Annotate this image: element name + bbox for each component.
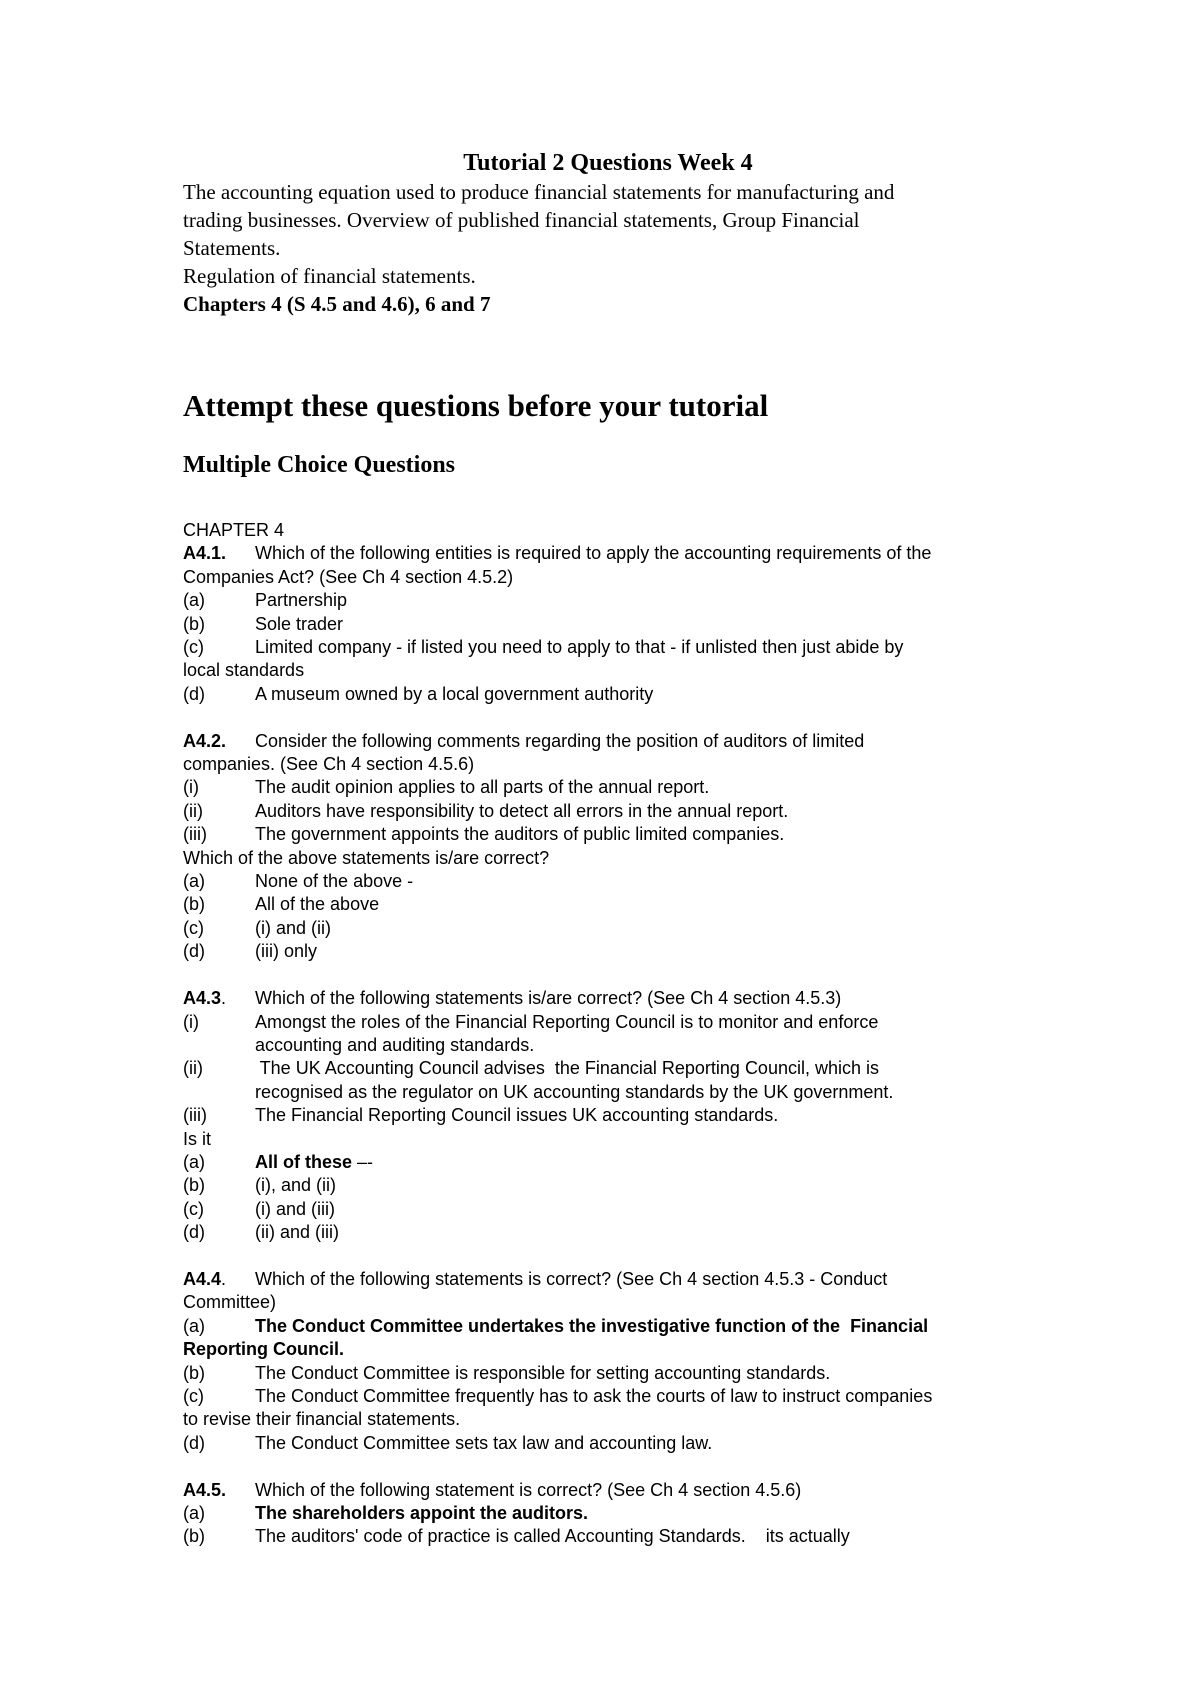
option-a (183, 589, 1043, 612)
questions-content (183, 519, 1043, 1549)
option-a (183, 1315, 1043, 1338)
option-text: (i), and (ii) (255, 1175, 337, 1196)
mcq-heading: Multiple Choice Questions (183, 452, 456, 478)
question-number: A4.4. (183, 1268, 227, 1289)
statement-marker: (i) (183, 777, 199, 798)
question-text: Committee) (183, 1292, 277, 1313)
option-a (183, 870, 1043, 893)
question-text: companies. (See Ch 4 section 4.5.6) (183, 754, 475, 775)
option-a (183, 1151, 1043, 1174)
question-text: Consider the following comments regarding the position of auditors of limited (255, 730, 865, 751)
statement-text: The UK Accounting Council advises the Financial Reporting Council, which is (255, 1058, 879, 1079)
option-b (183, 1525, 1043, 1548)
option-b (183, 893, 1043, 916)
option-d (183, 1432, 1043, 1455)
option-text: Sole trader (255, 613, 344, 634)
subtitle-line: The accounting equation used to produce financial statements for manufacturing and (183, 180, 895, 204)
option-text: Partnership (255, 590, 348, 611)
question-number: A4.5. (183, 1479, 227, 1500)
option-d (183, 1221, 1043, 1244)
option-text: (i) and (ii) (255, 917, 332, 938)
question-a4-2 (183, 730, 1043, 964)
question-number: A4.1. (183, 543, 227, 564)
option-text: The Conduct Committee sets tax law and accounting law. (255, 1432, 713, 1453)
subtitle-line: trading businesses. Overview of published financial statements, Group Financial (183, 208, 860, 232)
question-text: Which of the following entities is required to apply the accounting requirements of the (255, 543, 932, 564)
option-text: None of the above - (255, 871, 414, 892)
statement-text: The Financial Reporting Council issues UK accounting standards. (255, 1105, 779, 1126)
question-a4-5 (183, 1479, 1043, 1549)
option-d (183, 683, 1043, 706)
option-marker: (d) (183, 1432, 205, 1453)
statement-text-continued: accounting and auditing standards. (255, 1034, 535, 1055)
statement-text-continued: recognised as the regulator on UK accounting standards by the UK government. (255, 1081, 894, 1102)
statement-text: Auditors have responsibility to detect all errors in the annual report. (255, 800, 789, 821)
option-c (183, 1198, 1043, 1221)
option-marker: (c) (183, 1198, 204, 1219)
option-d (183, 940, 1043, 963)
option-text: Limited company - if listed you need to apply to that - if unlisted then just abide by (255, 637, 904, 658)
option-b (183, 1174, 1043, 1197)
statement-marker: (ii) (183, 1058, 203, 1079)
subtitle-line: Regulation of financial statements. (183, 264, 476, 288)
option-marker: (a) (183, 590, 205, 611)
chapter-label: CHAPTER 4 (183, 520, 285, 540)
option-text-continued: local standards (183, 660, 305, 681)
subtitle-line: Statements. (183, 236, 281, 260)
option-b (183, 613, 1043, 636)
statement-text: Amongst the roles of the Financial Reporting Council is to monitor and enforce (255, 1011, 879, 1032)
attempt-heading: Attempt these questions before your tutorial (183, 388, 769, 423)
statement-iii (183, 823, 1043, 846)
question-text: Which of the following statements is/are correct? (See Ch 4 section 4.5.3) (255, 988, 842, 1009)
question-prompt: Is it (183, 1128, 212, 1149)
option-c (183, 917, 1043, 940)
statement-marker: (iii) (183, 824, 207, 845)
option-text-continued: Reporting Council. (183, 1339, 344, 1360)
statement-text: The audit opinion applies to all parts of the annual report. (255, 777, 710, 798)
option-text: The Conduct Committee frequently has to ask the courts of law to instruct companies (255, 1385, 933, 1406)
statement-i (183, 776, 1043, 799)
question-number: A4.3. (183, 988, 227, 1009)
option-b (183, 1362, 1043, 1385)
option-marker: (c) (183, 637, 204, 658)
statement-text: The government appoints the auditors of public limited companies. (255, 824, 785, 845)
option-marker: (a) (183, 871, 205, 892)
option-text-answer: All of these (255, 1151, 353, 1172)
option-marker: (b) (183, 1175, 205, 1196)
option-text: The Conduct Committee is responsible for setting accounting standards. (255, 1362, 831, 1383)
statement-ii (183, 1057, 1043, 1080)
chapters-reference: Chapters 4 (S 4.5 and 4.6), 6 and 7 (183, 292, 491, 316)
question-a4-4 (183, 1268, 1043, 1455)
option-marker: (a) (183, 1315, 205, 1336)
option-a (183, 1502, 1043, 1525)
option-marker: (b) (183, 1362, 205, 1383)
option-text: –- (352, 1151, 374, 1172)
option-text: All of the above (255, 894, 380, 915)
option-marker: (b) (183, 1526, 205, 1547)
statement-marker: (ii) (183, 800, 203, 821)
option-text-answer: The shareholders appoint the auditors. (255, 1503, 589, 1523)
question-text: Companies Act? (See Ch 4 section 4.5.2) (183, 566, 514, 587)
option-marker: (c) (183, 917, 204, 938)
option-c (183, 1385, 1043, 1408)
option-text: (ii) and (iii) (255, 1222, 340, 1243)
option-marker: (d) (183, 1222, 205, 1243)
question-text: Which of the following statement is correct? (See Ch 4 section 4.5.6) (255, 1479, 802, 1500)
question-text: Which of the following statements is correct? (See Ch 4 section 4.5.3 - Conduct (255, 1268, 888, 1289)
option-marker: (a) (183, 1503, 205, 1523)
option-marker: (a) (183, 1151, 205, 1172)
question-number: A4.2. (183, 730, 227, 751)
option-marker: (c) (183, 1385, 204, 1406)
statement-marker: (iii) (183, 1105, 207, 1126)
statement-iii (183, 1104, 1043, 1127)
option-text: The auditors' code of practice is called Accounting Standards. its actually (255, 1526, 850, 1547)
option-marker: (d) (183, 683, 205, 704)
question-a4-3 (183, 987, 1043, 1244)
statement-marker: (i) (183, 1011, 199, 1032)
option-marker: (d) (183, 941, 205, 962)
statement-i (183, 1011, 1043, 1034)
option-text: (i) and (iii) (255, 1198, 336, 1219)
option-text-continued: to revise their financial statements. (183, 1409, 461, 1430)
page-title: Tutorial 2 Questions Week 4 (463, 150, 753, 176)
question-a4-1 (183, 542, 1043, 706)
option-marker: (b) (183, 894, 205, 915)
option-text: A museum owned by a local government authority (255, 683, 654, 704)
option-text-answer: The Conduct Committee undertakes the investigative function of the Financial (255, 1315, 929, 1336)
option-c (183, 636, 1043, 659)
option-marker: (b) (183, 613, 205, 634)
document-header (183, 148, 1033, 318)
question-prompt: Which of the above statements is/are correct? (183, 847, 550, 868)
option-text: (iii) only (255, 941, 318, 962)
statement-ii (183, 800, 1043, 823)
